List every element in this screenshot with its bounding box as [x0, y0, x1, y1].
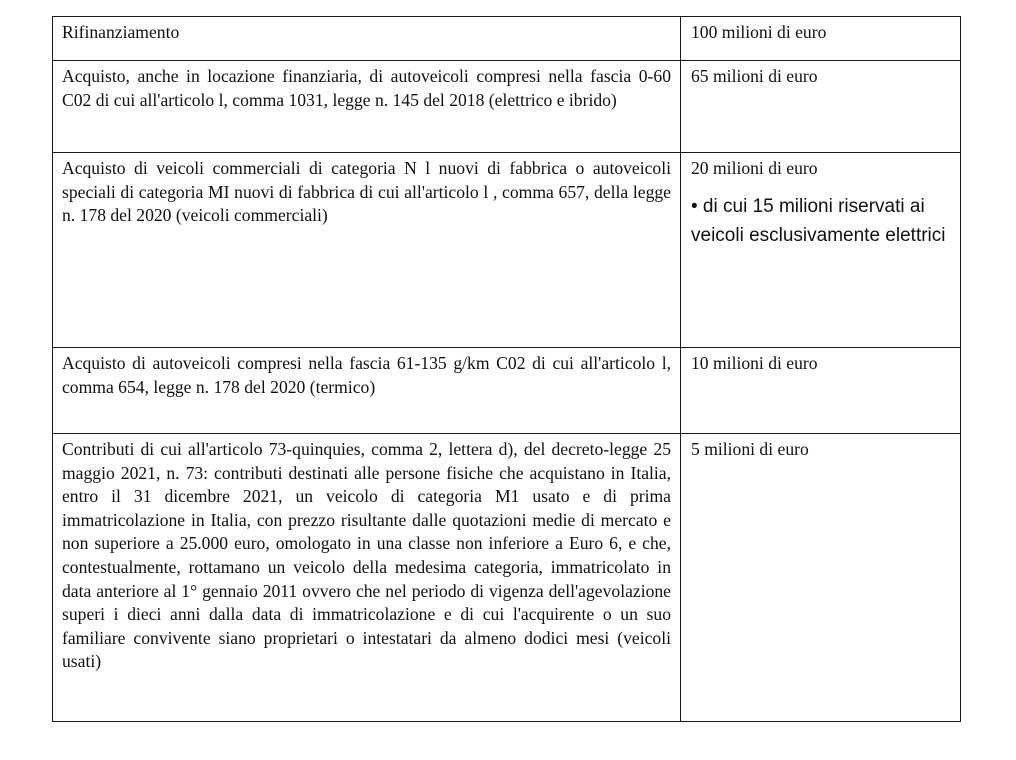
row-description: Rifinanziamento: [53, 17, 681, 61]
row-description: Contributi di cui all'articolo 73-quinquies, comma 2, lettera d), del decreto-legge 25 maggio 2021, n. 73: contributi destinati alle persone fisiche che acquistano in Italia, entro il 31 dicembre 2021, un veicolo di categoria M1 usato e di prima immatricolazione in Italia, con prezzo risultante dalle quotazioni medie di mercato e non superiore a 25.000 euro, omologato in una classe non inferiore a Euro 6, e che, contestualmente, rottamano un veicolo della medesima categoria, immatricolato in data anteriore al 1° gennaio 2011 ovvero che nel periodo di vigenza dell'agevolazione superi i dieci anni dalla data di immatricolazione e di cui l'acquirente o un suo familiare convivente siano proprietari o intestatari da almeno dodici mesi (veicoli usati): [53, 434, 681, 722]
funding-table: [52, 16, 961, 722]
row-amount-cell: [681, 153, 961, 348]
row-amount: 20 milioni di euro: [691, 158, 818, 178]
amount-note: • di cui 15 milioni riservati ai veicoli esclusivamente elettrici: [691, 195, 946, 246]
table-row: [53, 434, 961, 722]
table-row: [53, 17, 961, 61]
row-amount: 10 milioni di euro: [681, 348, 961, 434]
table-row: [53, 348, 961, 434]
table-row: [53, 61, 961, 153]
row-description: Acquisto, anche in locazione finanziaria, di autoveicoli compresi nella fascia 0-60 C02 di cui all'articolo l, comma 1031, legge n. 145 del 2018 (elettrico e ibrido): [53, 61, 681, 153]
row-amount: 5 milioni di euro: [681, 434, 961, 722]
row-amount: 65 milioni di euro: [681, 61, 961, 153]
row-description: Acquisto di veicoli commerciali di categoria N l nuovi di fabbrica o autoveicoli speciali di categoria MI nuovi di fabbrica di cui all'articolo l , comma 657, della legge n. 178 del 2020 (veicoli commerciali): [53, 153, 681, 348]
table-row: [53, 153, 961, 348]
row-description: Acquisto di autoveicoli compresi nella fascia 61-135 g/km C02 di cui all'articolo l, comma 654, legge n. 178 del 2020 (termico): [53, 348, 681, 434]
row-amount: 100 milioni di euro: [681, 17, 961, 61]
